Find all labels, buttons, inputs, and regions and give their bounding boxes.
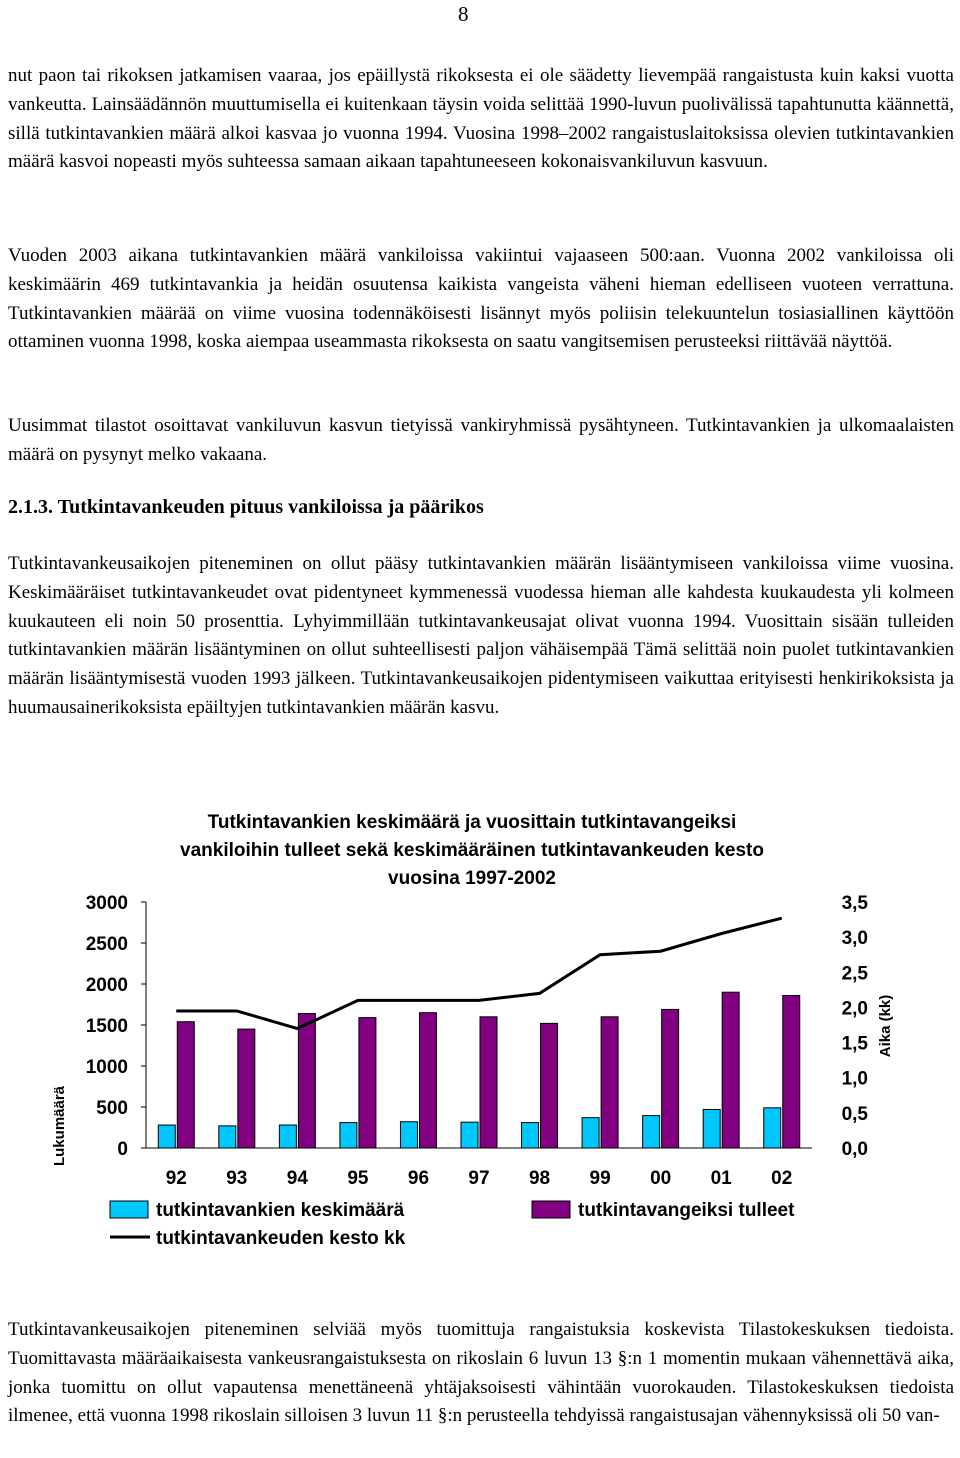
bar-entries-97 — [480, 1017, 497, 1148]
x-tick-label: 93 — [226, 1168, 248, 1189]
line-duration — [176, 918, 781, 1028]
x-tick-label: 98 — [528, 1168, 551, 1189]
bar-average-02 — [764, 1108, 781, 1148]
bar-entries-02 — [783, 995, 800, 1148]
y-tick-label: 500 — [96, 1098, 128, 1119]
paragraph-1: nut paon tai rikoksen jatkamisen vaaraa, jos epäillystä rikoksesta ei ole säädetty lievempää rangaistusta kuin kaksi vuotta vankeutta. Lainsäädännön muuttumisella ei kuitenkaan täysin voida selittää 1990-luvun puolivälissä tapahtunutta käännettä, sillä tutkintavankien määrä alkoi kasvaa jo vuonna 1994. Vuosina 1998–2002 rangaistuslaitoksissa olevien tutkintavankien määrä kasvoi nopeasti myös suhteessa samaan aikaan tapahtuneeseen kokonaisvankiluvun kasvuun. — [8, 65, 954, 173]
section-heading: 2.1.3. Tutkintavankeuden pituus vankiloissa ja päärikos — [8, 496, 484, 518]
x-tick-label: 96 — [407, 1168, 430, 1189]
y2-axis-label: Aika (kk) — [877, 994, 894, 1058]
bar-entries-99 — [601, 1017, 618, 1148]
bar-average-01 — [703, 1109, 720, 1148]
y2-tick-label: 3,0 — [841, 928, 868, 950]
chart — [0, 800, 960, 1260]
bar-entries-01 — [722, 992, 739, 1148]
bar-entries-94 — [298, 1014, 315, 1148]
y2-tick-label: 3,5 — [841, 893, 868, 914]
bar-entries-96 — [419, 1013, 436, 1148]
y-tick-label: 0 — [117, 1139, 128, 1160]
y-tick-label: 2000 — [85, 975, 128, 996]
y2-tick-label: 1,0 — [841, 1068, 868, 1090]
bar-average-94 — [279, 1125, 296, 1148]
bar-average-99 — [582, 1118, 599, 1148]
bar-average-93 — [219, 1126, 236, 1148]
x-tick-label: 99 — [589, 1168, 611, 1189]
x-tick-label: 97 — [468, 1168, 490, 1189]
bar-entries-95 — [359, 1018, 376, 1148]
paragraph-2: Vuoden 2003 aikana tutkintavankien määrä vankiloissa vakiintui vajaaseen 500:aan. Vuonna 2002 vankiloissa oli keskimäärin 469 tutkintavankia ja heidän osuutensa kaikista vangeista väheni hieman edelliseen vuoteen verrattuna. Tutkintavankien määrää on viime vuosina todennäköisesti lisännyt myös poliisin telekuuntelun tosiasiallinen käyttöön ottaminen vuonna 1998, koska aiempaa useammasta rikoksesta on saatu vangitsemisen perusteeksi riittävää näyttöä. — [8, 245, 954, 353]
y-axis-label: Lukumäärä — [51, 1085, 68, 1167]
y2-tick-label: 0,0 — [841, 1139, 868, 1160]
y-tick-label: 2500 — [85, 934, 128, 955]
bar-average-92 — [158, 1125, 175, 1148]
x-tick-label: 00 — [650, 1168, 672, 1189]
y2-tick-label: 0,5 — [841, 1103, 868, 1125]
chart-title-line-2: vankiloihin tulleet sekä keskimääräinen tutkintavankeuden kesto — [180, 840, 764, 861]
legend-label-duration: tutkintavankeuden kesto kk — [156, 1228, 406, 1249]
bar-entries-98 — [541, 1023, 558, 1148]
bar-average-98 — [522, 1123, 539, 1148]
legend-label-average: tutkintavankien keskimäärä — [156, 1200, 405, 1221]
bar-average-96 — [400, 1122, 417, 1148]
x-tick-label: 95 — [347, 1168, 369, 1189]
bar-average-95 — [340, 1123, 357, 1148]
y2-tick-label: 1,5 — [841, 1033, 868, 1055]
y2-tick-label: 2,0 — [841, 998, 868, 1020]
x-tick-label: 02 — [771, 1168, 793, 1189]
x-tick-label: 92 — [165, 1168, 187, 1189]
legend-swatch-average — [110, 1201, 148, 1218]
y-tick-label: 3000 — [85, 893, 128, 914]
legend-swatch-entries — [532, 1201, 570, 1218]
bar-entries-00 — [662, 1009, 679, 1148]
bar-average-00 — [643, 1116, 660, 1148]
chart-title-line-3: vuosina 1997-2002 — [388, 868, 556, 889]
paragraph-3: Uusimmat tilastot osoittavat vankiluvun kasvun tietyissä vankiryhmissä pysähtyneen. Tutkintavankien ja ulkomaalaisten määrä on pysynyt melko vakaana. — [8, 415, 954, 465]
x-tick-label: 94 — [286, 1168, 308, 1189]
y-tick-label: 1500 — [85, 1016, 128, 1037]
page-number: 8 — [458, 2, 469, 26]
y-tick-label: 1000 — [85, 1057, 128, 1078]
paragraph-4: Tutkintavankeusaikojen piteneminen on ollut pääsy tutkintavankien määrän lisääntymiseen vankiloissa viime vuosina. Keskimääräiset tutkintavankeudet ovat pidentyneet kymmenessä vuodessa hieman alle kahdesta kuukaudesta yli kolmeen kuukauteen eli noin 50 prosenttia. Lyhyimmillään tutkintavankeusajat olivat vuonna 1994. Vuosittain sisään tulleiden tutkintavankien määrän lisääntyminen on ollut suhteellisesti paljon vähäisempää Tämä selittää noin puolet tutkintavankien määrän lisääntymisestä vuoden 1993 jälkeen. Tutkintavankeusaikojen pidentymiseen vaikuttaa erityisesti henkirikoksista ja huumausainerikoksista epäiltyjen tutkintavankien määrän kasvu. — [8, 553, 954, 718]
paragraph-5: Tutkintavankeusaikojen piteneminen selviää myös tuomittuja rangaistuksia koskevista Tilastokeskuksen tiedoista. Tuomittavasta määräaikaisesta vankeusrangaistuksesta on rikoslain 6 luvun 13 §:n 1 momentin mukaan vähennettävä aika, jonka tuomittu on ollut vapautensa menettäneenä yhtäjaksoisesti vähintään vuorokauden. Tilastokeskuksen tiedoista ilmenee, että vuonna 1998 rikoslain silloisen 3 luvun 11 §:n perusteella tehdyissä rangaistusajan vähennyksissä oli 50 van- — [8, 1319, 954, 1427]
chart-title-line-1: Tutkintavankien keskimäärä ja vuosittain tutkintavangeiksi — [207, 812, 737, 833]
chart-svg — [0, 800, 960, 1260]
x-tick-label: 01 — [710, 1168, 732, 1189]
bar-entries-93 — [238, 1029, 255, 1148]
legend-label-entries: tutkintavangeiksi tulleet — [578, 1200, 795, 1221]
bar-average-97 — [461, 1122, 478, 1148]
plot-area — [86, 893, 869, 1189]
y2-tick-label: 2,5 — [841, 963, 868, 985]
bar-entries-92 — [177, 1022, 194, 1148]
